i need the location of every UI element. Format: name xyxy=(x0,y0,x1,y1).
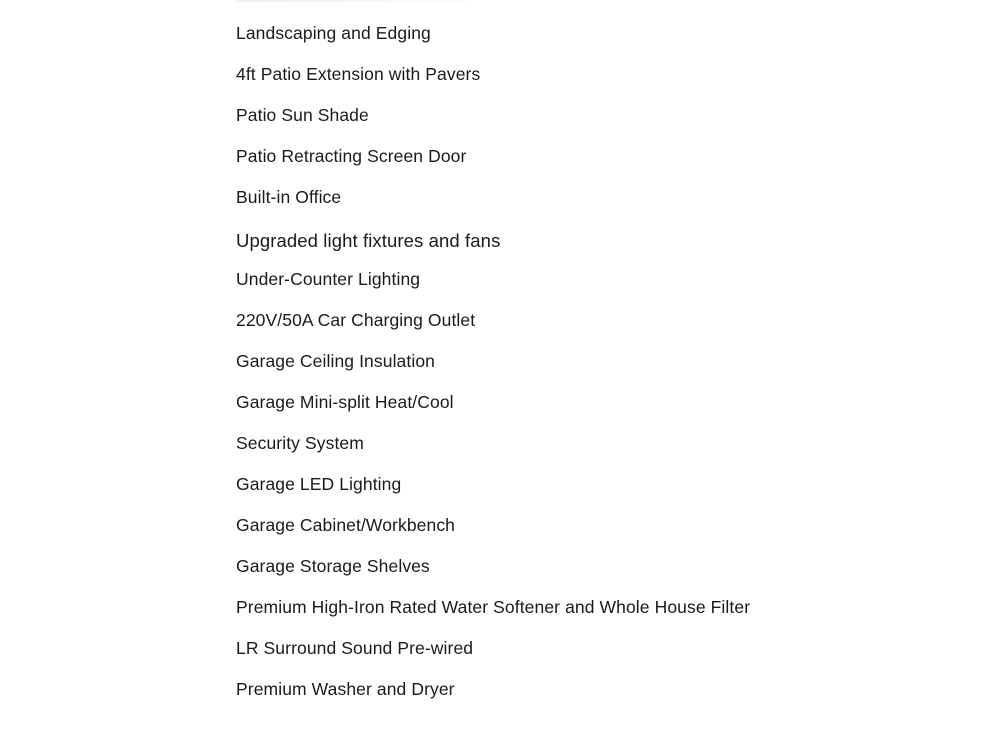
feature-item: 4ft Patio Extension with Pavers xyxy=(236,64,481,84)
feature-item: Patio Retracting Screen Door xyxy=(236,146,467,166)
feature-item: Premium Washer and Dryer xyxy=(236,679,455,699)
feature-item: Garage Ceiling Insulation xyxy=(236,351,436,371)
feature-item: Upgraded light fixtures and fans xyxy=(236,230,501,251)
feature-item: Security System xyxy=(236,433,364,453)
feature-item: Under-Counter Lighting xyxy=(236,269,421,289)
feature-item: 220V/50A Car Charging Outlet xyxy=(236,310,476,330)
feature-item: Patio Sun Shade xyxy=(236,105,369,125)
cropped-text-remnant xyxy=(236,0,466,2)
feature-item: Premium High-Iron Rated Water Softener and Whole House Filter xyxy=(236,597,751,617)
feature-item: LR Surround Sound Pre-wired xyxy=(236,638,474,658)
feature-list xyxy=(236,22,750,719)
feature-item: Garage LED Lighting xyxy=(236,474,402,494)
feature-item: Landscaping and Edging xyxy=(236,23,431,43)
feature-item: Garage Storage Shelves xyxy=(236,556,430,576)
feature-item: Garage Mini-split Heat/Cool xyxy=(236,392,454,412)
feature-item: Garage Cabinet/Workbench xyxy=(236,515,456,535)
feature-item: Built-in Office xyxy=(236,187,342,207)
